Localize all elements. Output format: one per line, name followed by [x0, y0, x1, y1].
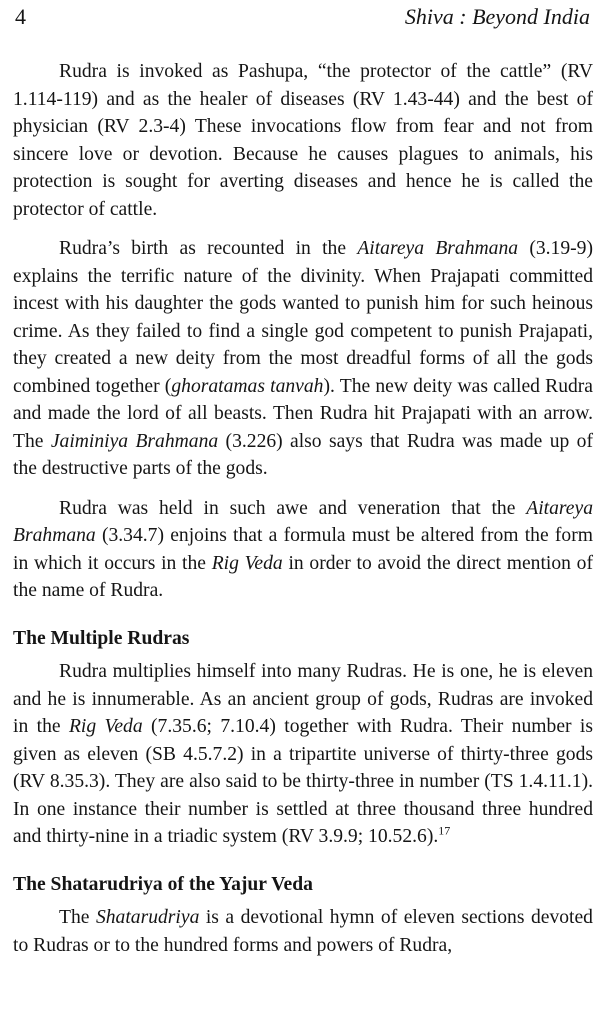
text-run-italic: Rig Veda: [68, 716, 143, 737]
paragraph-rudra-birth: [13, 235, 593, 483]
text-run: Rudra’s birth as recounted in the: [59, 238, 358, 259]
body-text: [13, 58, 593, 971]
text-run: (3.226) also says that Rudra was made up of the destructive parts of the gods.: [13, 430, 593, 479]
text-run: in order to avoid the direct mention of the name of Rudra.: [13, 552, 593, 601]
paragraph-shatarudriya: [13, 904, 593, 959]
paragraph-awe-veneration: [13, 495, 593, 605]
running-title: Shiva : Beyond India: [404, 4, 590, 29]
page-number: 4: [15, 4, 26, 29]
text-run-italic: Aitareya Brahmana: [13, 497, 593, 546]
text-run: Rudra was held in such awe and veneration that the: [59, 497, 527, 519]
footnote-marker: 17: [438, 823, 451, 838]
text-run-italic: Jaiminiya Brahmana: [50, 430, 219, 452]
paragraph-multiple-rudras: [13, 658, 593, 851]
text-run-italic: ghoratamas tanvah: [171, 375, 324, 397]
text-run: (3.19-9) explains the terrific nature of the divinity. When Prajapati committed incest with his daughter the gods wanted to punish him for such heinous crime. As they failed to find a single god competent to punish Prajapati, they created a new deity from the most dreadful forms of all the gods combined together (: [13, 238, 593, 397]
text-run: Rudra multiplies himself into many Rudras. He is one, he is eleven and he is innumerable. As an ancient group of gods, Rudras are invoked in the: [13, 661, 593, 737]
text-run-italic: Shatarudriya: [95, 907, 200, 928]
text-run: (7.35.6; 7.10.4) together with Rudra. Their number is given as eleven (SB 4.5.7.2) in a tripartite universe of thirty-three gods (RV 8.35.3). They are also said to be thirty-three in number (TS 1.4.11.1). In one instance their number is settled at three thousand three hundred and thirty-nine in a triadic system (RV 3.9.9; 10.52.6).: [13, 716, 593, 847]
section-heading-multiple-rudras: The Multiple Rudras: [13, 627, 190, 649]
text-run-italic: Aitareya Brahmana: [357, 238, 519, 259]
text-run: ). The new deity was called Rudra and made the lord of all beasts. Then Rudra hit Prajapati with an arrow. The: [13, 375, 594, 452]
text-run: (3.34.7) enjoins that a formula must be altered from the form in which it occurs in the: [13, 525, 593, 574]
text-run: The: [59, 907, 96, 928]
paragraph-pashupa: [13, 58, 593, 223]
section-heading-shatarudriya: The Shatarudriya of the Yajur Veda: [13, 873, 313, 895]
text-run-italic: Rig Veda: [211, 552, 283, 574]
paragraph-text: Rudra is invoked as Pashupa, “the protector of the cattle” (RV 1.114-119) and as the healer of diseases (RV 1.43-44) and the best of physician (RV 2.3-4) These invocations flow from fear and not from sincere love or devotion. Because he causes plagues to animals, his protection is sought for averting diseases and hence he is called the protector of cattle.: [13, 61, 593, 220]
page-header: [15, 2, 590, 32]
text-run: is a devotional hymn of eleven sections devoted to Rudras or to the hundred forms and powers of Rudra,: [13, 907, 593, 956]
